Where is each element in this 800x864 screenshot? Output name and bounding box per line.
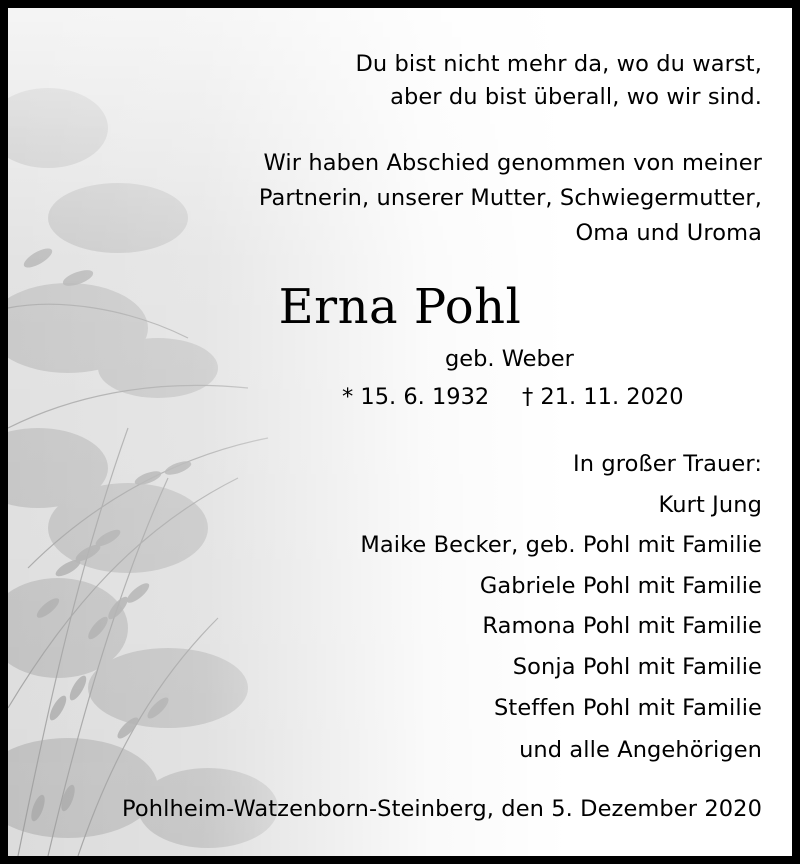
place-date: Pohlheim-Watzenborn-Steinberg, den 5. Dezember 2020: [122, 796, 762, 822]
death-date: † 21. 11. 2020: [522, 384, 684, 410]
intro-line-2: Partnerin, unserer Mutter, Schwiegermutter,: [258, 185, 762, 211]
wheat-field-photo: [8, 8, 568, 856]
mourner-name: Steffen Pohl mit Familie: [494, 695, 762, 721]
mourners-heading: In großer Trauer:: [573, 451, 762, 477]
maiden-name: geb. Weber: [445, 346, 574, 372]
mourner-name: Sonja Pohl mit Familie: [512, 654, 762, 680]
mourner-name: und alle Angehörigen: [519, 737, 762, 763]
birth-date: * 15. 6. 1932: [342, 384, 490, 410]
quote-line-1: Du bist nicht mehr da, wo du warst,: [355, 51, 762, 77]
mourner-name: Maike Becker, geb. Pohl mit Familie: [360, 532, 762, 558]
mourner-name: Kurt Jung: [658, 492, 762, 518]
intro-line-1: Wir haben Abschied genommen von meiner: [263, 150, 762, 176]
mourner-name: Gabriele Pohl mit Familie: [479, 573, 762, 599]
mourner-name: Ramona Pohl mit Familie: [482, 613, 762, 639]
quote-line-2: aber du bist überall, wo wir sind.: [390, 84, 762, 110]
deceased-name: Erna Pohl: [278, 279, 522, 335]
intro-line-3: Oma und Uroma: [575, 220, 762, 246]
